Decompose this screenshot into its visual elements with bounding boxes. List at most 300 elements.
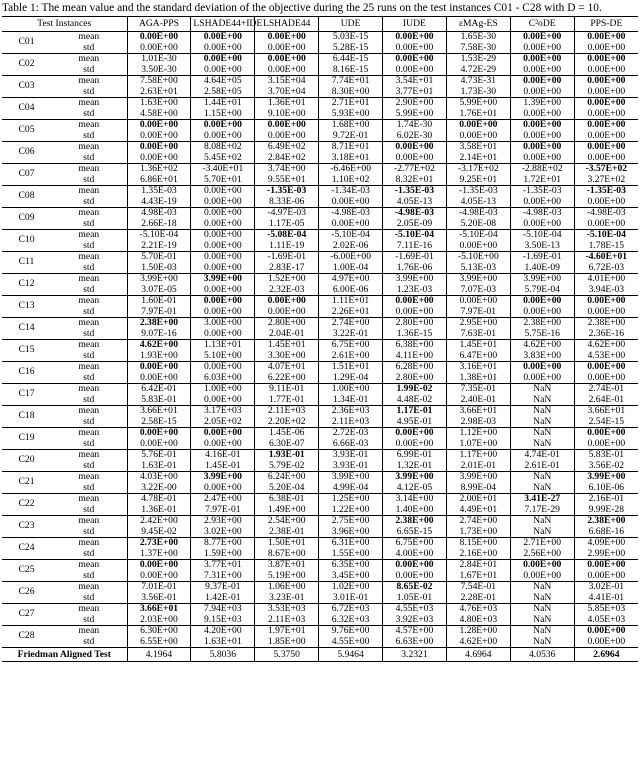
value-cell: 0.00E+00 xyxy=(383,428,447,439)
value-cell: 0.00E+00 xyxy=(383,43,447,54)
stat-label: mean xyxy=(51,230,127,241)
value-cell: 3.96E+00 xyxy=(319,527,383,538)
value-cell: 0.00E+00 xyxy=(191,329,255,340)
table-row xyxy=(2,252,638,263)
value-cell: 2.05E+02 xyxy=(191,417,255,428)
value-cell: 0.00E+00 xyxy=(587,41,626,53)
value-cell: 2.80E+00 xyxy=(383,373,447,384)
value-cell: 0.00E+00 xyxy=(574,626,638,637)
stat-label: mean xyxy=(51,98,127,109)
value-cell: 0.00E+00 xyxy=(587,195,626,207)
value-cell: 4.57E+00 xyxy=(383,626,447,637)
value-cell: 4.43E-19 xyxy=(127,197,191,208)
stat-label: mean xyxy=(51,340,127,351)
instance-label: C06 xyxy=(2,142,51,164)
value-cell: 2.11E+03 xyxy=(255,406,319,417)
friedman-value: 5.3750 xyxy=(255,648,319,662)
value-cell: 8.65E-02 xyxy=(383,582,447,593)
value-cell: 1.93E-01 xyxy=(255,450,319,461)
friedman-row xyxy=(2,648,638,662)
value-cell: 7.94E+03 xyxy=(191,604,255,615)
results-table xyxy=(2,16,638,662)
value-cell: 3.70E+04 xyxy=(255,87,319,98)
instance-label: C22 xyxy=(2,494,51,516)
value-cell: 4.73E-31 xyxy=(446,76,510,87)
value-cell: 1.36E-01 xyxy=(127,505,191,516)
header-row xyxy=(2,17,638,32)
value-cell: 0.00E+00 xyxy=(191,296,255,307)
value-cell: 1.45E-01 xyxy=(191,461,255,472)
value-cell: 1.05E-01 xyxy=(383,593,447,604)
value-cell: 3.02E+00 xyxy=(191,527,255,538)
value-cell: 0.00E+00 xyxy=(191,208,255,219)
value-cell: 2.75E+00 xyxy=(319,516,383,527)
value-cell: -1.35E-03 xyxy=(574,186,638,197)
value-cell: -5.10E-04 xyxy=(127,230,191,241)
value-cell: 2.84E+02 xyxy=(255,153,319,164)
value-cell: 0.00E+00 xyxy=(191,395,255,406)
stat-label: mean xyxy=(51,472,127,483)
value-cell: 4.03E+00 xyxy=(127,472,191,483)
value-cell: 0.00E+00 xyxy=(574,560,638,571)
value-cell: 8.08E+02 xyxy=(191,142,255,153)
value-cell: 1.77E-01 xyxy=(255,395,319,406)
value-cell: 4.97E+00 xyxy=(319,274,383,285)
instance-label: C13 xyxy=(2,296,51,318)
value-cell: 5.75E-16 xyxy=(510,329,574,340)
value-cell: 0.00E+00 xyxy=(191,65,255,76)
value-cell: 0.00E+00 xyxy=(191,241,255,252)
instance-label: C21 xyxy=(2,472,51,494)
stat-label: std xyxy=(51,109,127,120)
stat-label: mean xyxy=(51,406,127,417)
stat-label: std xyxy=(51,615,127,626)
value-cell: 0.00E+00 xyxy=(127,32,191,43)
stat-label: mean xyxy=(51,318,127,329)
value-cell: -3.40E+01 xyxy=(191,164,255,175)
value-cell: 5.70E-01 xyxy=(127,252,191,263)
value-cell: 5.03E-15 xyxy=(319,32,383,43)
value-cell: 2.38E+00 xyxy=(383,516,447,527)
stat-label: std xyxy=(51,175,127,186)
value-cell: 2.38E-01 xyxy=(255,527,319,538)
value-cell: -5.10E-04 xyxy=(574,230,638,241)
value-cell: 6.31E+00 xyxy=(319,538,383,549)
value-cell: 2.73E+00 xyxy=(127,538,191,549)
value-cell: 5.85E+03 xyxy=(574,604,638,615)
instance-label: C04 xyxy=(2,98,51,120)
value-cell: 2.56E+00 xyxy=(510,549,574,560)
value-cell: 3.14E+00 xyxy=(383,494,447,505)
value-cell: 0.00E+00 xyxy=(574,362,638,373)
value-cell: 1.45E+01 xyxy=(446,340,510,351)
value-cell: 2.99E+00 xyxy=(587,547,626,559)
value-cell: 2.74E-01 xyxy=(574,384,638,395)
value-cell: -3.57E+02 xyxy=(574,164,638,175)
value-cell: 0.00E+00 xyxy=(319,219,383,230)
value-cell: 0.00E+00 xyxy=(127,439,191,450)
table-row xyxy=(2,593,638,604)
value-cell: 0.00E+00 xyxy=(127,153,191,164)
value-cell: 1.76E+01 xyxy=(446,109,510,120)
value-cell: 1.49E+00 xyxy=(255,505,319,516)
value-cell: 1.34E-01 xyxy=(319,395,383,406)
value-cell: 1.99E-02 xyxy=(383,384,447,395)
value-cell: 3.87E+01 xyxy=(255,560,319,571)
value-cell: 7.97E-01 xyxy=(191,505,255,516)
value-cell: -2.88E+02 xyxy=(510,164,574,175)
value-cell: NaN xyxy=(510,395,574,406)
value-cell: 4.05E-13 xyxy=(383,197,447,208)
table-row xyxy=(2,318,638,329)
value-cell: 7.97E-01 xyxy=(127,307,191,318)
value-cell: NaN xyxy=(510,626,574,637)
value-cell: 6.00E-06 xyxy=(319,285,383,296)
value-cell: 4.74E-01 xyxy=(510,450,574,461)
value-cell: 2.03E+00 xyxy=(127,615,191,626)
value-cell: 0.00E+00 xyxy=(510,131,574,142)
value-cell: 4.62E+00 xyxy=(574,340,638,351)
value-cell: 0.00E+00 xyxy=(574,76,638,87)
header-algorithm: AGA-PPS xyxy=(127,17,191,32)
friedman-value: 3.2321 xyxy=(383,648,447,662)
value-cell: 2.38E+00 xyxy=(510,318,574,329)
stat-label: std xyxy=(51,219,127,230)
value-cell: 1.37E+00 xyxy=(127,549,191,560)
stat-label: std xyxy=(51,571,127,582)
value-cell: 0.00E+00 xyxy=(510,32,574,43)
value-cell: 1.45E+01 xyxy=(255,340,319,351)
value-cell: 4.01E+00 xyxy=(574,274,638,285)
table-row xyxy=(2,340,638,351)
table-row xyxy=(2,241,638,252)
stat-label: std xyxy=(51,593,127,604)
value-cell: 0.00E+00 xyxy=(574,54,638,65)
value-cell: 3.66E+01 xyxy=(127,406,191,417)
value-cell: 2.38E+00 xyxy=(574,516,638,527)
value-cell: 9.11E-01 xyxy=(255,384,319,395)
stat-label: mean xyxy=(51,494,127,505)
stat-label: mean xyxy=(51,296,127,307)
instance-label: C14 xyxy=(2,318,51,340)
value-cell: 7.63E-01 xyxy=(446,329,510,340)
value-cell: 6.63E+00 xyxy=(383,637,447,648)
value-cell: 8.33E-06 xyxy=(255,197,319,208)
table-row xyxy=(2,65,638,76)
value-cell: -4.97E-03 xyxy=(255,208,319,219)
instance-label: C25 xyxy=(2,560,51,582)
stat-label: std xyxy=(51,285,127,296)
stat-label: std xyxy=(51,461,127,472)
stat-label: mean xyxy=(51,560,127,571)
value-cell: 4.00E+00 xyxy=(383,549,447,560)
value-cell: 1.68E+00 xyxy=(319,120,383,131)
value-cell: 1.52E+00 xyxy=(255,274,319,285)
instance-label: C26 xyxy=(2,582,51,604)
value-cell: 0.00E+00 xyxy=(191,483,255,494)
value-cell: 7.11E-16 xyxy=(383,241,447,252)
table-row xyxy=(2,571,638,582)
value-cell: 8.16E-15 xyxy=(319,65,383,76)
value-cell: 2.95E+00 xyxy=(446,318,510,329)
table-row xyxy=(2,439,638,450)
value-cell: -5.08E-04 xyxy=(255,230,319,241)
value-cell: 0.00E+00 xyxy=(383,296,447,307)
value-cell: 3.15E+04 xyxy=(255,76,319,87)
value-cell: 0.00E+00 xyxy=(574,428,638,439)
value-cell: 2.05E-09 xyxy=(383,219,447,230)
value-cell: 6.99E-01 xyxy=(383,450,447,461)
value-cell: 0.00E+00 xyxy=(127,560,191,571)
friedman-value: 2.6964 xyxy=(574,648,638,662)
instance-label: C16 xyxy=(2,362,51,384)
value-cell: 0.00E+00 xyxy=(446,131,510,142)
table-row xyxy=(2,219,638,230)
value-cell: 1.23E-03 xyxy=(383,285,447,296)
value-cell: 1.11E-19 xyxy=(255,241,319,252)
value-cell: 1.97E+01 xyxy=(255,626,319,637)
value-cell: 1.50E+01 xyxy=(255,538,319,549)
value-cell: 4.12E-05 xyxy=(383,483,447,494)
value-cell: 0.00E+00 xyxy=(587,305,626,317)
value-cell: 3.58E+01 xyxy=(446,142,510,153)
value-cell: 4.80E+03 xyxy=(446,615,510,626)
value-cell: -4.98E-03 xyxy=(446,208,510,219)
value-cell: -6.46E+00 xyxy=(319,164,383,175)
value-cell: NaN xyxy=(510,582,574,593)
header-algorithm: LSHADE44+IDE xyxy=(191,17,255,32)
value-cell: 2.42E+00 xyxy=(127,516,191,527)
value-cell: 0.00E+00 xyxy=(510,54,574,65)
value-cell: 2.11E+03 xyxy=(319,417,383,428)
value-cell: 1.40E-09 xyxy=(510,263,574,274)
value-cell: 0.00E+00 xyxy=(587,635,626,647)
value-cell: 0.00E+00 xyxy=(191,362,255,373)
value-cell: 5.76E-01 xyxy=(127,450,191,461)
value-cell: 4.99E-04 xyxy=(319,483,383,494)
value-cell: 9.15E+03 xyxy=(191,615,255,626)
value-cell: 2.36E+03 xyxy=(319,406,383,417)
value-cell: 3.50E-13 xyxy=(510,241,574,252)
value-cell: 4.11E+00 xyxy=(383,351,447,362)
value-cell: 0.00E+00 xyxy=(446,120,510,131)
stat-label: mean xyxy=(51,516,127,527)
value-cell: 1.29E-04 xyxy=(319,373,383,384)
value-cell: 8.30E+00 xyxy=(319,87,383,98)
value-cell: 0.00E+00 xyxy=(191,32,255,43)
table-row xyxy=(2,604,638,615)
value-cell: 2.21E-19 xyxy=(127,241,191,252)
value-cell: 1.17E+00 xyxy=(446,450,510,461)
value-cell: 1.01E-30 xyxy=(127,54,191,65)
value-cell: 2.61E-01 xyxy=(510,461,574,472)
table-row xyxy=(2,296,638,307)
stat-label: std xyxy=(51,65,127,76)
value-cell: 3.00E+00 xyxy=(191,318,255,329)
value-cell: 2.54E-15 xyxy=(588,415,625,427)
value-cell: 2.58E+05 xyxy=(191,87,255,98)
value-cell: 0.00E+00 xyxy=(510,87,574,98)
value-cell: 7.74E+01 xyxy=(319,76,383,87)
value-cell: 3.56E-02 xyxy=(588,459,625,471)
stat-label: mean xyxy=(51,142,127,153)
value-cell: 5.79E-02 xyxy=(255,461,319,472)
value-cell: 6.47E+00 xyxy=(446,351,510,362)
value-cell: 0.00E+00 xyxy=(127,571,191,582)
stat-label: std xyxy=(51,637,127,648)
value-cell: 0.00E+00 xyxy=(510,153,574,164)
instance-label: C18 xyxy=(2,406,51,428)
value-cell: 2.83E-17 xyxy=(255,263,319,274)
value-cell: -1.35E-03 xyxy=(510,186,574,197)
value-cell: 0.00E+00 xyxy=(574,120,638,131)
value-cell: 1.32E-01 xyxy=(383,461,447,472)
table-row xyxy=(2,582,638,593)
value-cell: NaN xyxy=(510,615,574,626)
stat-label: std xyxy=(51,131,127,142)
value-cell: NaN xyxy=(510,527,574,538)
value-cell: 2.20E+02 xyxy=(255,417,319,428)
value-cell: 1.63E-01 xyxy=(127,461,191,472)
value-cell: 2.64E-01 xyxy=(588,393,625,405)
value-cell: 0.00E+00 xyxy=(510,142,574,153)
value-cell: 1.42E-01 xyxy=(191,593,255,604)
value-cell: 1.85E+00 xyxy=(255,637,319,648)
value-cell: 5.20E-08 xyxy=(446,219,510,230)
instance-label: C28 xyxy=(2,626,51,648)
value-cell: 6.32E+03 xyxy=(319,615,383,626)
table-row xyxy=(2,54,638,65)
value-cell: 0.00E+00 xyxy=(191,263,255,274)
stat-label: std xyxy=(51,307,127,318)
value-cell: 0.00E+00 xyxy=(587,129,626,141)
value-cell: -1.35E-03 xyxy=(383,186,447,197)
value-cell: 1.07E+00 xyxy=(446,439,510,450)
value-cell: -1.35E-03 xyxy=(255,186,319,197)
value-cell: 1.73E-30 xyxy=(446,87,510,98)
stat-label: std xyxy=(51,263,127,274)
table-row xyxy=(2,351,638,362)
value-cell: 4.95E-01 xyxy=(383,417,447,428)
value-cell: 8.32E+01 xyxy=(383,175,447,186)
value-cell: 2.72E-03 xyxy=(319,428,383,439)
value-cell: 6.68E-16 xyxy=(588,525,625,537)
value-cell: 3.93E-01 xyxy=(319,450,383,461)
value-cell: 7.97E-01 xyxy=(446,307,510,318)
value-cell: 7.58E-30 xyxy=(446,43,510,54)
value-cell: 6.10E-06 xyxy=(588,481,625,493)
value-cell: 0.00E+00 xyxy=(191,439,255,450)
value-cell: 9.07E-16 xyxy=(127,329,191,340)
value-cell: 9.45E-02 xyxy=(127,527,191,538)
stat-label: std xyxy=(51,329,127,340)
value-cell: 2.54E+00 xyxy=(255,516,319,527)
value-cell: 0.00E+00 xyxy=(127,428,191,439)
value-cell: 4.76E+03 xyxy=(446,604,510,615)
value-cell: 1.28E+00 xyxy=(446,626,510,637)
value-cell: 0.00E+00 xyxy=(191,219,255,230)
value-cell: 1.25E+00 xyxy=(319,494,383,505)
value-cell: 2.61E+00 xyxy=(319,351,383,362)
value-cell: 1.06E+00 xyxy=(255,582,319,593)
value-cell: 0.00E+00 xyxy=(191,186,255,197)
value-cell: 3.99E+00 xyxy=(510,274,574,285)
value-cell: 3.30E+00 xyxy=(255,351,319,362)
value-cell: 1.74E-30 xyxy=(383,120,447,131)
table-row xyxy=(2,120,638,131)
value-cell: NaN xyxy=(510,428,574,439)
value-cell: 3.22E-00 xyxy=(127,483,191,494)
value-cell: 1.63E+01 xyxy=(191,637,255,648)
value-cell: 1.17E-01 xyxy=(383,406,447,417)
value-cell: 4.09E+00 xyxy=(574,538,638,549)
value-cell: 6.02E-30 xyxy=(383,131,447,142)
value-cell: 2.63E+01 xyxy=(127,87,191,98)
value-cell: 8.99E-04 xyxy=(446,483,510,494)
stat-label: mean xyxy=(51,186,127,197)
value-cell: 4.16E-01 xyxy=(191,450,255,461)
value-cell: 0.00E+00 xyxy=(587,569,626,581)
stat-label: mean xyxy=(51,76,127,87)
value-cell: 2.40E-01 xyxy=(446,395,510,406)
value-cell: 2.01E-01 xyxy=(446,461,510,472)
value-cell: 9.76E+00 xyxy=(319,626,383,637)
value-cell: 1.00E-04 xyxy=(319,263,383,274)
value-cell: 3.56E-01 xyxy=(127,593,191,604)
table-row xyxy=(2,329,638,340)
value-cell: 0.00E+00 xyxy=(587,371,626,383)
value-cell: 3.02E-01 xyxy=(574,582,638,593)
value-cell: 3.99E+00 xyxy=(446,274,510,285)
value-cell: 2.71E+00 xyxy=(510,538,574,549)
stat-label: std xyxy=(51,153,127,164)
value-cell: 0.00E+00 xyxy=(255,307,319,318)
instance-label: C03 xyxy=(2,76,51,98)
value-cell: 5.83E-01 xyxy=(127,395,191,406)
table-row xyxy=(2,230,638,241)
value-cell: 1.39E+00 xyxy=(510,98,574,109)
friedman-value: 4.6964 xyxy=(446,648,510,662)
value-cell: 0.00E+00 xyxy=(127,362,191,373)
value-cell: 0.00E+00 xyxy=(255,54,319,65)
stat-label: mean xyxy=(51,428,127,439)
table-row xyxy=(2,175,638,186)
value-cell: NaN xyxy=(510,384,574,395)
stat-label: mean xyxy=(51,252,127,263)
value-cell: 3.99E+00 xyxy=(383,472,447,483)
stat-label: std xyxy=(51,373,127,384)
friedman-value: 4.1964 xyxy=(127,648,191,662)
value-cell: 4.55E+00 xyxy=(319,637,383,648)
value-cell: 0.00E+00 xyxy=(587,63,626,75)
value-cell: 0.00E+00 xyxy=(191,428,255,439)
value-cell: 1.60E-01 xyxy=(127,296,191,307)
value-cell: 0.00E+00 xyxy=(574,296,638,307)
stat-label: std xyxy=(51,549,127,560)
value-cell: 4.62E+00 xyxy=(127,340,191,351)
value-cell: 1.35E-03 xyxy=(127,186,191,197)
value-cell: 2.71E+01 xyxy=(319,98,383,109)
value-cell: 1.78E-15 xyxy=(588,239,625,251)
value-cell: 3.99E+00 xyxy=(191,274,255,285)
instance-label: C24 xyxy=(2,538,51,560)
value-cell: 1.38E+01 xyxy=(446,373,510,384)
value-cell: NaN xyxy=(510,483,574,494)
value-cell: 3.41E-27 xyxy=(510,494,574,505)
value-cell: 0.00E+00 xyxy=(127,131,191,142)
table-row xyxy=(2,153,638,164)
value-cell: 4.78E-01 xyxy=(127,494,191,505)
